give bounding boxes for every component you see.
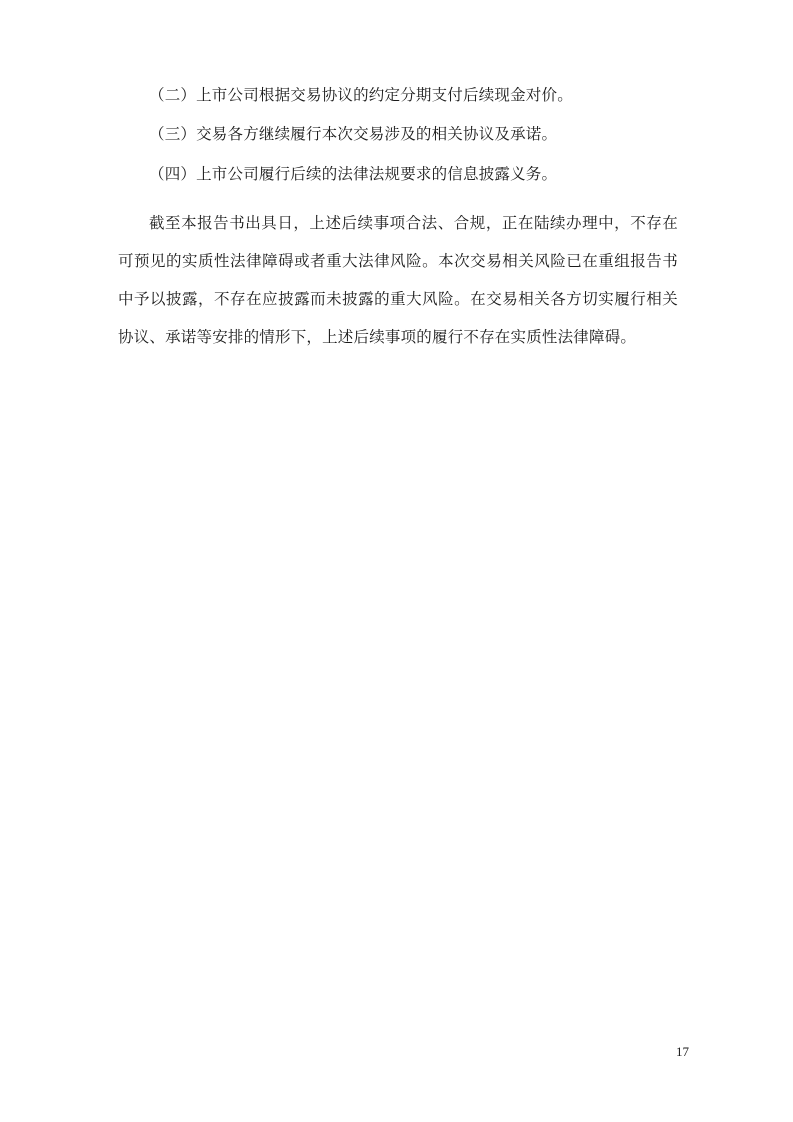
list-item: （三）交易各方继续履行本次交易涉及的相关协议及承诺。 [149,126,558,144]
body-block [118,205,678,357]
body-paragraph: 截至本报告书出具日，上述后续事项合法、合规，正在陆续办理中，不存在可预见的实质性法律障碍或者重大法律风险。本次交易相关风险已在重组报告书中予以披露，不存在应披露而未披露的重大风险。在交易相关各方切实履行相关协议、承诺等安排的情形下，上述后续事项的履行不存在实质性法律障碍。 [118,215,678,347]
list-item: （二）上市公司根据交易协议的约定分期支付后续现金对价。 [149,87,573,104]
list-item: （四）上市公司履行后续的法律法规要求的信息披露义务。 [149,165,558,183]
page-content [118,78,678,360]
page-number: 17 [676,1044,689,1059]
